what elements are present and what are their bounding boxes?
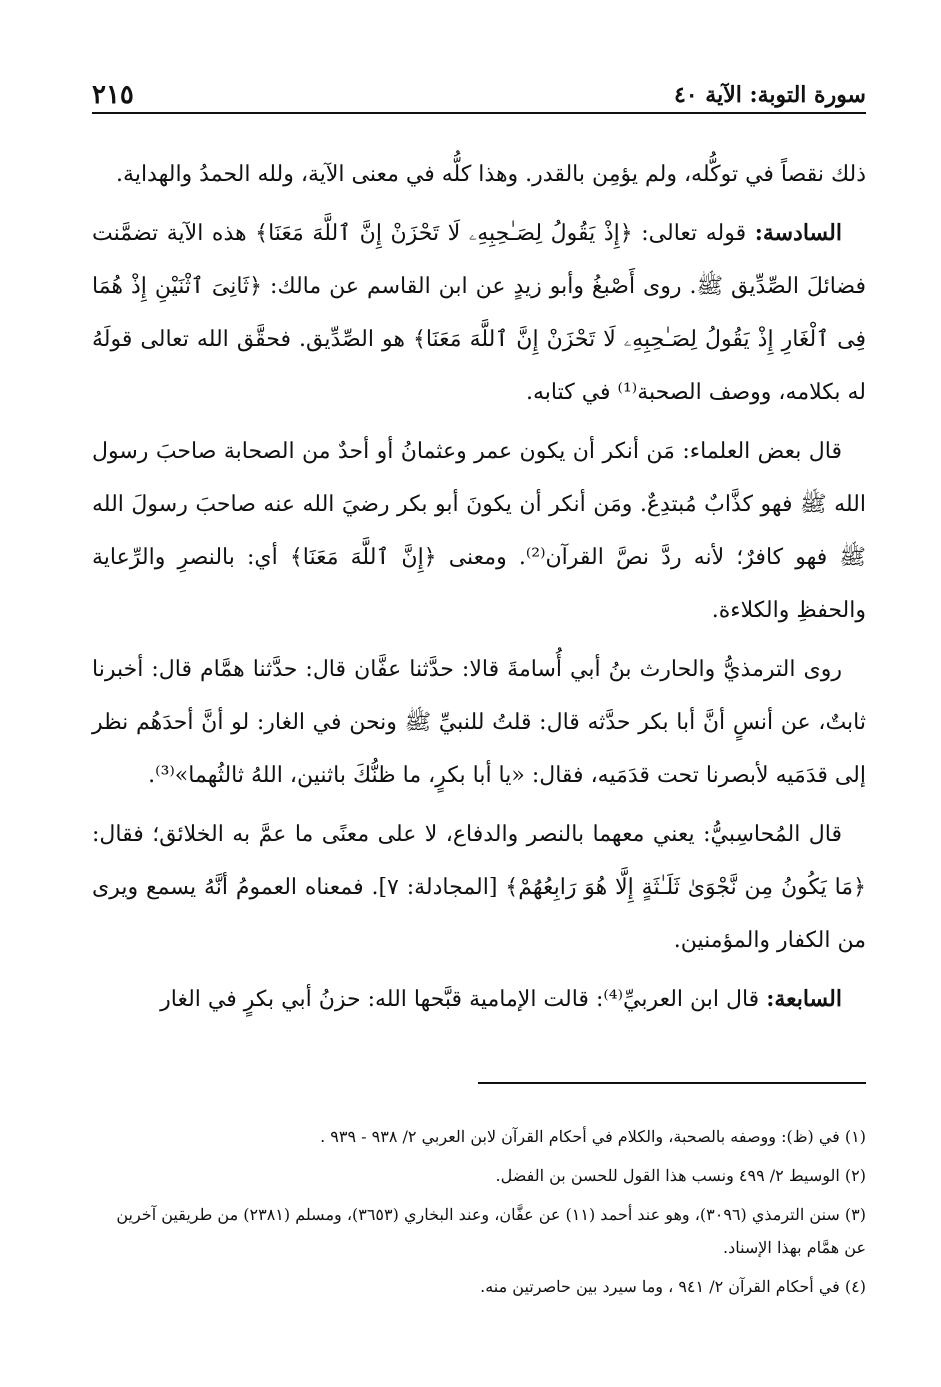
page-number: ٢١٥ [92,80,134,110]
footnote: (٢) الوسيط ٢/ ٤٩٩ ونسب هذا القول للحسن بن الفضل. [495,1166,866,1185]
footnote: (٣) سنن الترمذي (٣٠٩٦)، وهو عند أحمد (١١) عن عفَّان، وعند البخاري (٣٦٥٣)، ومسلم (٢٣٨١) من طريقين آخرين عن همَّام بهذا الإسناد. [116,1205,866,1257]
paragraph [92,973,866,1026]
paragraph-lead: السابعة: [766,986,842,1012]
paragraph [92,643,866,802]
paragraph-text: قوله تعالى: ﴿إِذْ يَقُولُ لِصَـٰحِبِهِۦ لَا تَحْزَنْ إِنَّ ٱللَّهَ مَعَنَا﴾ هذه الآية تضمَّنت فضائلَ الصِّدِّيق ﷺ. روى أَصْبغُ وأبو زيدٍ عن ابن القاسم عن مالك: ﴿ثَانِىَ ٱثْنَيْنِ إِذْ هُمَا فِى ٱلْغَارِ إِذْ يَقُولُ لِصَـٰحِبِهِۦ لَا تَحْزَنْ إِنَّ ٱللَّهَ مَعَنَا﴾ هو الصِّدِّيق. فحقَّق الله تعالى قولَهُ له بكلامه، ووصف الصحبة⁽¹⁾ في كتابه. [92,221,866,405]
paragraph [92,148,866,201]
surah-title: سورة التوبة: الآية ٤٠ [673,82,866,108]
footnote: (٤) في أحكام القرآن ٢/ ٩٤١ ، وما سيرد بين حاصرتين منه. [480,1277,866,1296]
footnotes [92,1120,866,1309]
main-text [92,148,866,1032]
paragraph [92,808,866,967]
footnote-divider [478,1082,866,1084]
page-header [92,70,866,114]
paragraph-text: روى الترمذيُّ والحارث بنُ أبي أُسامةَ قالا: حدَّثنا عفَّان قال: حدَّثنا همَّام قال: أخبرنا ثابتٌ، عن أنسٍ أنَّ أبا بكر حدَّثه قال: قلتُ للنبيِّ ﷺ ونحن في الغار: لو أنَّ أحدَهُم نظر إلى قدَمَيه لأبصرنا تحت قدَمَيه، فقال: «يا أبا بكرٍ، ما ظنُّكَ باثنين، اللهُ ثالثُهما»⁽³⁾. [92,657,867,788]
paragraph-text: قال بعض العلماء: مَن أنكر أن يكون عمر وعثمانُ أو أحدٌ من الصحابة صاحبَ رسول الله ﷺ فهو كذَّابٌ مُبتدِعٌ. ومَن أنكر أن يكونَ أبو بكر رضيَ الله عنه صاحبَ رسولَ الله ﷺ فهو كافرٌ؛ لأنه ردَّ نصَّ القرآن⁽²⁾. ومعنى ﴿إِنَّ ٱللَّهَ مَعَنَا﴾ أي: بالنصرِ والرِّعاية والحفظِ والكلاءة. [92,439,866,623]
footnote: (١) في (ظ): ووصفه بالصحبة، والكلام في أحكام القرآن لابن العربي ٢/ ٩٣٨ - ٩٣٩ . [320,1127,866,1146]
paragraph-text: ذلك نقصاً في توكُّله، ولم يؤمِن بالقدر. وهذا كلُّه في معنى الآية، ولله الحمدُ والهداية. [116,162,866,187]
paragraph-lead: السادسة: [754,220,842,246]
paragraph [92,207,866,419]
paragraph [92,425,866,637]
paragraph-text: قال المُحاسِبيُّ: يعني معهما بالنصر والدفاع، لا على معنًى ما عمَّ به الخلائق؛ فقال: ﴿مَا يَكُونُ مِن نَّجْوَىٰ ثَلَـٰثَةٍ إِلَّا هُوَ رَابِعُهُمْ﴾ [المجادلة: ٧]. فمعناه العمومُ أنَّهُ يسمع ويرى من الكفار والمؤمنين. [92,822,866,953]
paragraph-text: قال ابن العربيِّ⁽⁴⁾: قالت الإمامية قبَّحها الله: حزنُ أبي بكرٍ في الغار [160,987,760,1012]
